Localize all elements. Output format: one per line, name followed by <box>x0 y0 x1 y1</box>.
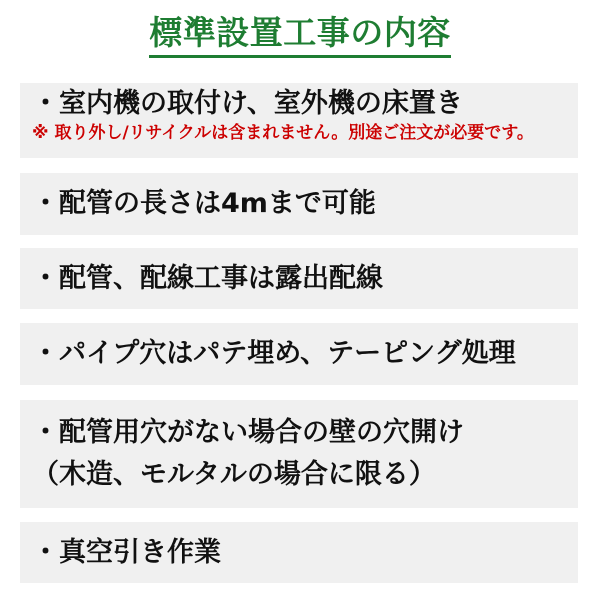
work-item-text: ・配管の長さは4mまで可能 <box>32 188 376 220</box>
work-item-pipe-length <box>20 173 578 235</box>
page-title-text: 標準設置工事の内容 <box>149 14 451 58</box>
work-item-indoor-outdoor-unit <box>20 83 578 158</box>
work-item-note: ※ 取り外し/リサイクルは含まれません。別途ご注文が必要です。 <box>32 122 534 143</box>
work-item-pipe-hole-sealing <box>20 323 578 385</box>
work-item-text: ・真空引き作業 <box>32 536 221 568</box>
work-item-text: ・配管、配線工事は露出配線 <box>32 262 383 294</box>
work-item-vacuum-work <box>20 522 578 583</box>
work-item-text: ・室内機の取付け、室外機の床置き <box>32 88 463 119</box>
work-item-exposed-wiring <box>20 248 578 309</box>
work-item-text: ・パイプ穴はパテ埋め、テーピング処理 <box>32 338 516 370</box>
work-item-text: ・配管用穴がない場合の壁の穴開け <box>32 417 464 449</box>
page-title <box>0 14 600 58</box>
work-item-wall-drilling <box>20 400 578 508</box>
work-item-text-line2: （木造、モルタルの場合に限る） <box>32 459 436 490</box>
